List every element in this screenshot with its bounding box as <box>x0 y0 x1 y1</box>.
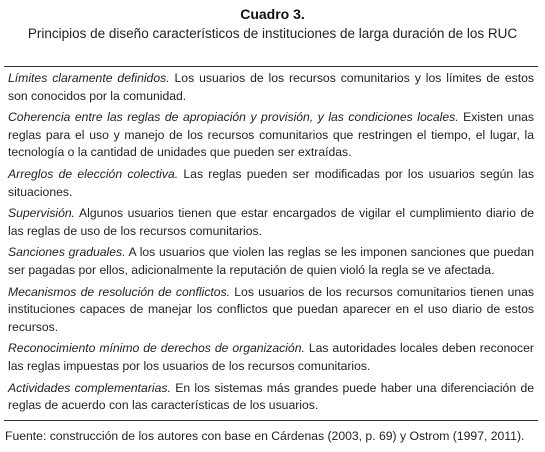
design-principles-table <box>4 66 538 421</box>
principle-description: Las reglas pueden ser modificadas por los usuarios según las situaciones. <box>8 166 534 199</box>
table-row <box>4 283 538 340</box>
principle-description: Algunos usuarios tienen que estar encargados de vigilar el cumplimiento diario de las reglas de uso de los recursos comunitarios. <box>8 206 534 238</box>
principle-term: Sanciones graduales. <box>8 245 126 260</box>
table-row <box>4 339 538 378</box>
table-row <box>4 165 538 204</box>
table-row <box>4 108 538 165</box>
table-caption-title: Principios de diseño característicos de instituciones de larga duración de los RUC <box>27 26 518 41</box>
principle-description: Existen unas reglas para el uso y manejo de los recursos comunitarios que restringen el tiempo, el lugar, la tecnología o la cantidad de unidades que pueden ser extraídas. <box>8 110 534 160</box>
table-row <box>4 243 538 282</box>
principle-term: Supervisión. <box>8 206 76 221</box>
principle-term: Mecanismos de resolución de conflictos. <box>8 284 231 299</box>
principle-term: Actividades complementarias. <box>8 380 171 395</box>
principle-description: Las autoridades locales deben reconocer las reglas impuestas por los usuarios de los recursos comunitarios. <box>8 341 534 373</box>
principle-term: Coherencia entre las reglas de apropiación y provisión, y las condiciones locales. <box>8 110 459 125</box>
table-row <box>4 204 538 243</box>
table-row <box>4 69 538 108</box>
principle-term: Reconocimiento mínimo de derechos de organización. <box>8 341 305 356</box>
table-row <box>4 379 538 418</box>
principle-description: Los usuarios de los recursos comunitarios tienen unas instituciones capaces de manejar los conflictos que puedan aparecer en el uso diario de estos recursos. <box>8 284 534 334</box>
principle-term: Límites claramente definidos. <box>8 71 170 85</box>
principle-term: Arreglos de elección colectiva. <box>8 166 179 181</box>
source-note: Fuente: construcción de los autores con base en Cárdenas (2003, p. 69) y Ostrom (1997, 2011). <box>5 429 525 443</box>
table-caption-label: Cuadro 3. <box>240 6 305 22</box>
principle-description: Los usuarios de los recursos comunitarios y los límites de estos son conocidos por la comunidad. <box>8 71 534 103</box>
principle-description: En los sistemas más grandes puede haber una diferenciación de reglas de acuerdo con las características de los usuarios. <box>8 380 534 413</box>
principle-description: A los usuarios que violen las reglas se les imponen sanciones que puedan ser pagadas por ellos, adicionalmente la reputación de quien violó la regla se ve afectada. <box>8 245 535 277</box>
